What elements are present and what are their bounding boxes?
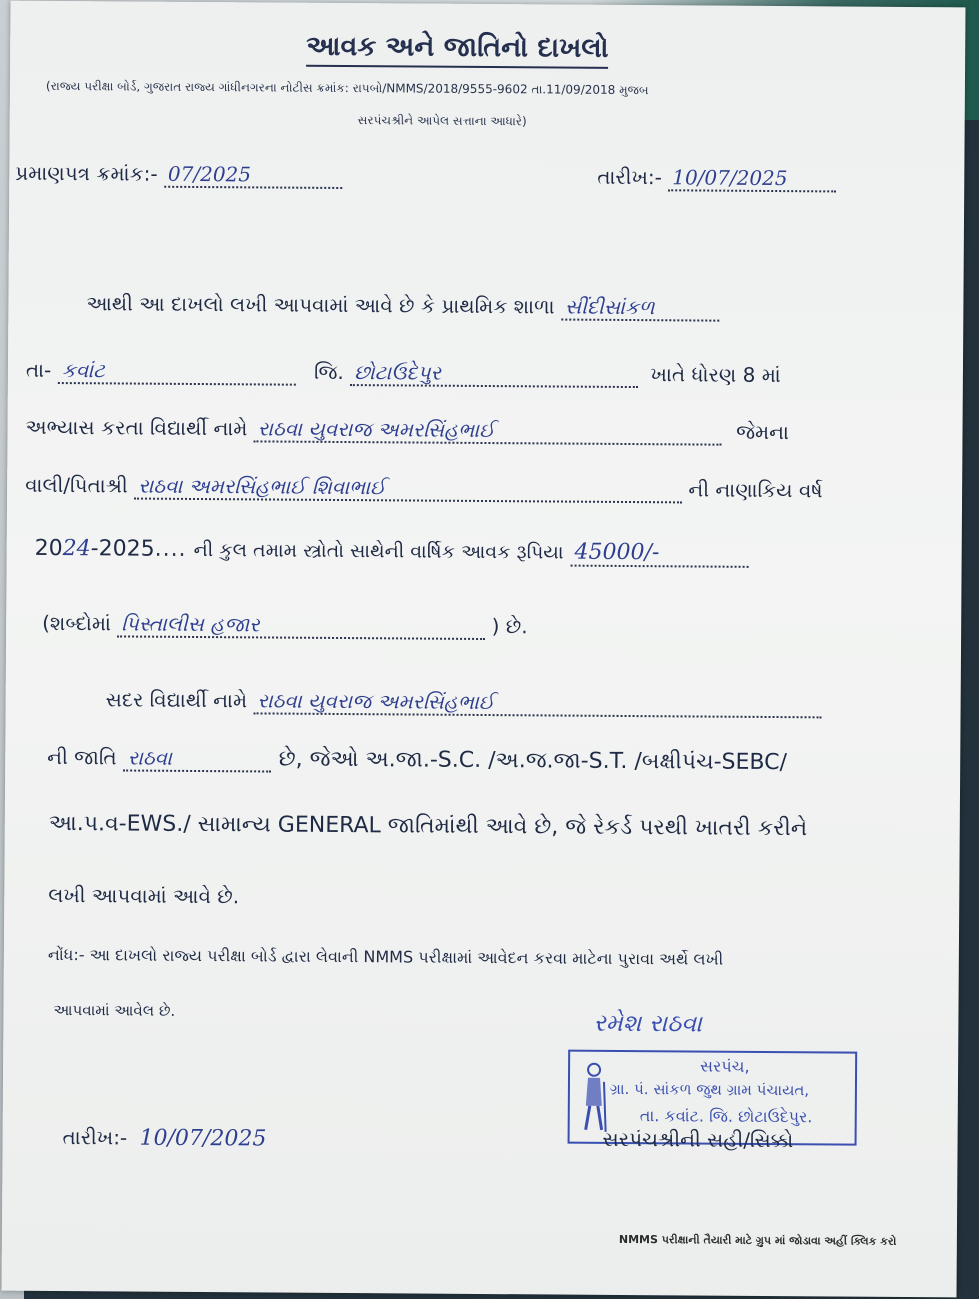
- income-text: ની કુલ તમામ સ્ત્રોતો સાથેની વાર્ષિક આવક રૂપિયા: [193, 538, 564, 564]
- note-line-1: નોંધ:- આ દાખલો રાજ્ય પરીક્ષા બોર્ડ દ્વારા લેવાની NMMS પરીક્ષામાં આવેદન કરવા માટેના પુરાવા અર્થે લખી: [47, 944, 724, 969]
- year-prefix: 20: [34, 535, 63, 562]
- district-value: છોટાઉદેપુર: [350, 360, 638, 388]
- certificate-paper: [2, 1, 966, 1298]
- paragraph-1-line-2: [26, 358, 781, 389]
- bottom-date-label: તારીખ:-: [62, 1125, 128, 1150]
- words-value: પિસ્તાલીસ હજાર: [117, 611, 485, 640]
- taluka-value: કવાંટ: [58, 358, 296, 386]
- school-name: સીંદીસાંકળ: [561, 295, 719, 322]
- certificate-number-row: [15, 161, 342, 189]
- paragraph-1-line-6: [42, 611, 528, 640]
- student-name: રાઠવા યુવરાજ અમરસિંહભાઈ: [254, 416, 722, 445]
- paragraph-2-line-4: લખી આપવામાં આવે છે.: [48, 882, 240, 909]
- footer-promo-text: NMMS પરીક્ષાની તૈયારી માટે ગ્રુપ માં જોડાવા અહીં ક્લિક કરો: [618, 1232, 897, 1248]
- year-suffix: -2025: [90, 536, 155, 562]
- gandhi-figure-icon: [578, 1060, 609, 1134]
- paragraph-2-line-3: આ.પ.વ-EWS./ સામાન્ય GENERAL જાતિમાંથી આવે છે, જે રેકર્ડ પરથી ખાતરી કરીને: [48, 810, 808, 842]
- paragraph-2-label: સદર વિદ્યાર્થી નામે: [105, 687, 248, 713]
- paragraph-1-line-5: 2024-2025.... ની કુલ તમામ સ્ત્રોતો સાથેની વાર્ષિક આવક રૂપિયા 45000/-: [35, 536, 749, 568]
- sarpanch-signature: રમેશ રાઠવા: [593, 1008, 703, 1038]
- date-label: તારીખ:-: [597, 164, 663, 190]
- standard-text: ખાતે ધોરણ 8 માં: [650, 362, 781, 388]
- stamp-line-2: ગ્રા. પં. સાંકળ જુથ ગ્રામ પંચાયત,: [609, 1079, 810, 1100]
- sarpanch-signature-label: સરપંચશ્રીની સહી/સિક્કો: [602, 1126, 794, 1153]
- financial-year-text: ની નાણાકિય વર્ષ: [688, 477, 823, 503]
- year-handwritten: 24: [62, 536, 91, 562]
- certificate-number-label: પ્રમાણપત્ર ક્રમાંક:-: [15, 160, 158, 186]
- certificate-number-value: 07/2025: [164, 162, 342, 189]
- caste-options-text: છે, જેઓ અ.જા.-S.C. /અ.જ.જા-S.T. /બક્ષીપંચ-SEBC/: [278, 746, 788, 776]
- caste-label: ની જાતિ: [47, 744, 117, 770]
- date-value: 10/07/2025: [668, 165, 836, 192]
- subtitle-line-1: (રાજ્ય પરીક્ષા બોર્ડ, ગુજરાત રાજ્ય ગાંધીનગરના નોટીસ ક્રમાંક: રાપબો/NMMS/2018/9555-9602 તા.11/09/2018 મુજબ: [45, 78, 649, 98]
- words-label: (શબ્દોમાં: [42, 610, 112, 636]
- words-end: ) છે.: [491, 614, 528, 639]
- paragraph-1-line-1: [86, 291, 719, 321]
- stamp-line-3: તા. કવાંટ. જિ. છોટાઉદેપુર.: [639, 1106, 813, 1127]
- bottom-date-row: [62, 1125, 266, 1151]
- paragraph-1-prefix: આથી આ દાખલો લખી આપવામાં આવે છે કે પ્રાથમિક શાળા: [86, 291, 555, 319]
- paragraph-2-student-name: રાઠવા યુવરાજ અમરસિંહભાઈ: [253, 688, 821, 718]
- date-row: [597, 165, 836, 193]
- stamp-line-1: સરપંચ,: [700, 1056, 750, 1076]
- district-label: જિ.: [313, 359, 344, 385]
- taluka-label: તા-: [25, 357, 52, 382]
- document-title: આવક અને જાતિનો દાખલો: [306, 31, 609, 69]
- income-value: 45000/-: [570, 540, 748, 568]
- caste-value: રાઠવા: [124, 745, 272, 772]
- bottom-date-value: 10/07/2025: [139, 1125, 267, 1152]
- subtitle-line-2: સરપંચશ્રીને આપેલ સત્તાના આધારે): [357, 113, 527, 129]
- guardian-label: વાલી/પિતાશ્રી: [25, 472, 128, 498]
- note-line-2: આપવામાં આવેલ છે.: [53, 1001, 176, 1020]
- paragraph-2-line-2: [47, 745, 787, 776]
- paragraph-2-line-1: [106, 687, 822, 718]
- guardian-name: રાઠવા અમરસિંહભાઈ શિવાભાઈ: [134, 474, 682, 504]
- whose-text: જેમના: [736, 419, 790, 445]
- paragraph-1-line-4: [25, 473, 823, 505]
- study-text: અભ્યાસ કરતા વિદ્યાર્થી નામે: [25, 414, 248, 441]
- paragraph-1-line-3: [25, 415, 789, 446]
